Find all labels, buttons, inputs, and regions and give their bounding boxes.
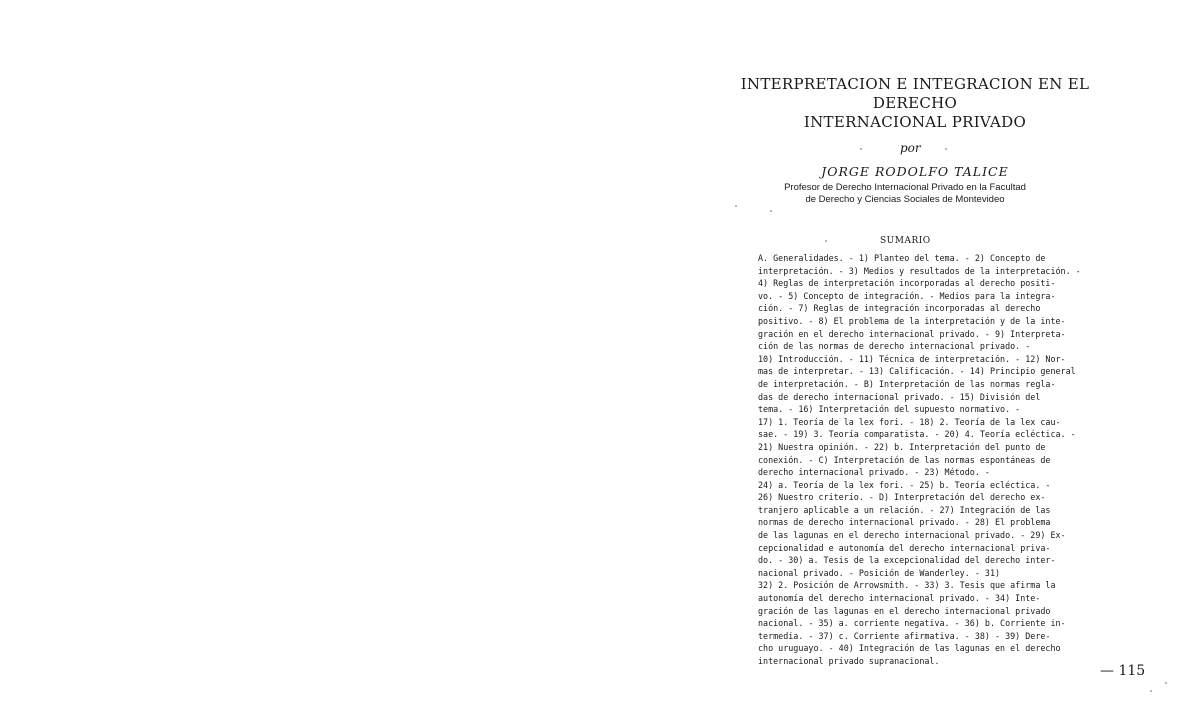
summary-line: de interpretación. - B) Interpretación de las normas regla- bbox=[758, 378, 1056, 389]
affiliation-line-1: Profesor de Derecho Internacional Privado en la Facultad bbox=[784, 182, 1026, 193]
summary-line: 24) a. Teoría de la lex fori. - 25) b. Teoría ecléctica. - bbox=[758, 479, 1051, 490]
summary-line: interpretación. - 3) Medios y resultados de la interpretación. - bbox=[758, 265, 1081, 276]
summary-line: nacional privado. - Posición de Wanderley. - 31) bbox=[758, 567, 1001, 578]
author-name: JORGE RODOLFO TALICE bbox=[821, 164, 1009, 179]
summary-line: 26) Nuestro criterio. - D) Interpretación del derecho ex- bbox=[758, 492, 1046, 503]
title-line-1: INTERPRETACION E INTEGRACION EN EL DERECHO bbox=[740, 75, 1090, 112]
summary-line: 21) Nuestra opinión. - 22) b. Interpretación del punto de bbox=[758, 441, 1046, 452]
summary-line: normas de derecho internacional privado. - 28) El problema bbox=[758, 517, 1051, 528]
article-title bbox=[730, 75, 1100, 132]
summary-line: 4) Reglas de interpretación incorporadas al derecho positi- bbox=[758, 278, 1056, 289]
summary-line: 17) 1. Teoría de la lex fori. - 18) 2. Teoría de la lex cau- bbox=[758, 416, 1061, 427]
summary-line: 10) Introducción. - 11) Técnica de interpretación. - 12) Nor- bbox=[758, 353, 1066, 364]
summary-line: tranjero aplicable a un relación. - 27) Integración de las bbox=[758, 504, 1051, 515]
summary-line: ción. - 7) Reglas de integración incorporadas al derecho bbox=[758, 303, 1041, 314]
scan-speck bbox=[735, 205, 737, 207]
summary-line: autonomía del derecho internacional privado. - 34) Inte- bbox=[758, 593, 1041, 604]
summary-heading: SUMARIO bbox=[880, 236, 931, 246]
summary-line: tema. - 16) Interpretación del supuesto normativo. - bbox=[758, 404, 1021, 415]
scan-speck bbox=[1150, 690, 1152, 692]
scan-speck bbox=[770, 210, 772, 212]
title-line-2: INTERNACIONAL PRIVADO bbox=[803, 113, 1027, 131]
summary-line: cho uruguayo. - 40) Integración de las lagunas en el derecho bbox=[758, 643, 1061, 654]
summary-line: de las lagunas en el derecho internacional privado. - 29) Ex- bbox=[758, 530, 1066, 541]
summary-line: internacional privado supranacional. bbox=[758, 656, 940, 666]
scan-speck bbox=[860, 148, 862, 150]
scan-speck bbox=[1165, 682, 1167, 684]
summary-line: gración de las lagunas en el derecho internacional privado bbox=[758, 605, 1051, 616]
summary-line: gración en el derecho internacional privado. - 9) Interpreta- bbox=[758, 328, 1066, 339]
summary-line: derecho internacional privado. - 23) Método. - bbox=[758, 467, 990, 478]
summary-line: termedia. - 37) c. Corriente afirmativa. - 38) - 39) Dere- bbox=[758, 630, 1051, 641]
summary-line: do. - 30) a. Tesis de la excepcionalidad del derecho inter- bbox=[758, 555, 1056, 566]
affiliation-line-2: de Derecho y Ciencias Sociales de Montevideo bbox=[805, 194, 1005, 205]
summary-line: cepcionalidad e autonomía del derecho internacional priva- bbox=[758, 542, 1051, 553]
summary-line: nacional. - 35) a. corriente negativa. - 36) b. Corriente in- bbox=[758, 618, 1066, 629]
summary-line: 32) 2. Posición de Arrowsmith. - 33) 3. Tesis que afirma la bbox=[758, 580, 1056, 591]
page-number: — 115 bbox=[1100, 663, 1146, 679]
summary-line: sae. - 19) 3. Teoría comparatista. - 20) 4. Teoría ecléctica. - bbox=[758, 429, 1076, 440]
author-affiliation bbox=[760, 182, 1050, 206]
scan-speck bbox=[825, 240, 827, 242]
summary-line: das de derecho internacional privado. - 15) División del bbox=[758, 391, 1041, 402]
summary-line: vo. - 5) Concepto de integración. - Medios para la integra- bbox=[758, 290, 1056, 301]
summary-line: A. Generalidades. - 1) Planteo del tema. - 2) Concepto de bbox=[758, 253, 1046, 263]
summary-line: positivo. - 8) El problema de la interpretación y de la inte- bbox=[758, 315, 1066, 326]
summary-line: conexión. - C) Interpretación de las normas espontáneas de bbox=[758, 454, 1051, 465]
by-label: por bbox=[900, 141, 921, 155]
summary-line: mas de interpretar. - 13) Calificación. - 14) Principio general bbox=[758, 366, 1076, 377]
summary-body bbox=[758, 252, 1084, 668]
summary-line: ción de las normas de derecho internacional privado. - bbox=[758, 341, 1031, 352]
scan-speck bbox=[945, 148, 947, 150]
